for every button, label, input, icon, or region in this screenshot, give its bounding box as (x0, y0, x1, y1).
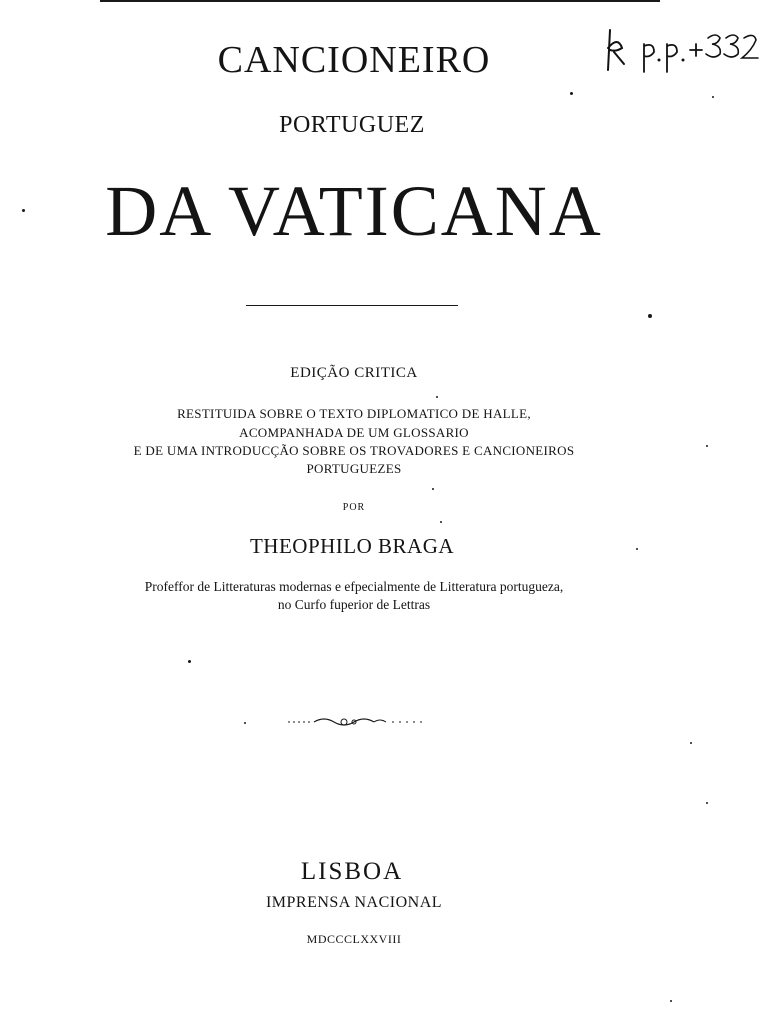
handwritten-shelfmark (592, 26, 762, 86)
title-line-portuguez: PORTUGUEZ (279, 112, 425, 138)
paper-speck (690, 742, 692, 744)
paper-speck (440, 521, 442, 523)
paper-speck (570, 92, 573, 95)
paper-speck (22, 209, 25, 212)
author-name: THEOPHILO BRAGA (249, 534, 455, 558)
imprint-publisher: IMPRENSA NACIONAL (265, 894, 443, 911)
author-credential-line: no Curfo fuperior de Lettras (277, 597, 431, 612)
imprint-year: MDCCCLXXVIII (306, 932, 402, 946)
paper-speck (244, 722, 246, 724)
imprint-city: LISBOA (300, 858, 404, 885)
subtitle-line: RESTITUIDA SOBRE O TEXTO DIPLOMATICO DE HALLE, (177, 406, 531, 421)
subtitle-line: E DE UMA INTRODUCÇÃO SOBRE OS TROVADORES E CANCIONEIROS (133, 443, 575, 458)
paper-speck (436, 396, 438, 398)
subtitle-line: ACOMPANHADA DE UM GLOSSARIO (239, 425, 469, 440)
paper-speck (670, 1000, 672, 1002)
author-credential-line: Profeffor de Litteraturas modernas e efpecialmente de Litteratura portugueza, (144, 579, 564, 594)
paper-speck (432, 488, 434, 490)
paper-speck (706, 802, 708, 804)
por-label: POR (342, 502, 366, 513)
edition-label: EDIÇÃO CRITICA (290, 365, 418, 381)
top-edge-rule (100, 0, 660, 2)
paper-speck (706, 445, 708, 447)
subtitle-line: PORTUGUEZES (306, 461, 402, 476)
title-divider-rule (246, 305, 458, 306)
title-line-cancioneiro: CANCIONEIRO (217, 39, 491, 81)
title-line-da-vaticana: DA VATICANA (105, 171, 603, 251)
paper-speck (188, 660, 191, 663)
printers-ornament (280, 712, 430, 732)
paper-speck (648, 314, 652, 318)
paper-speck (712, 96, 714, 98)
paper-speck (636, 548, 638, 550)
